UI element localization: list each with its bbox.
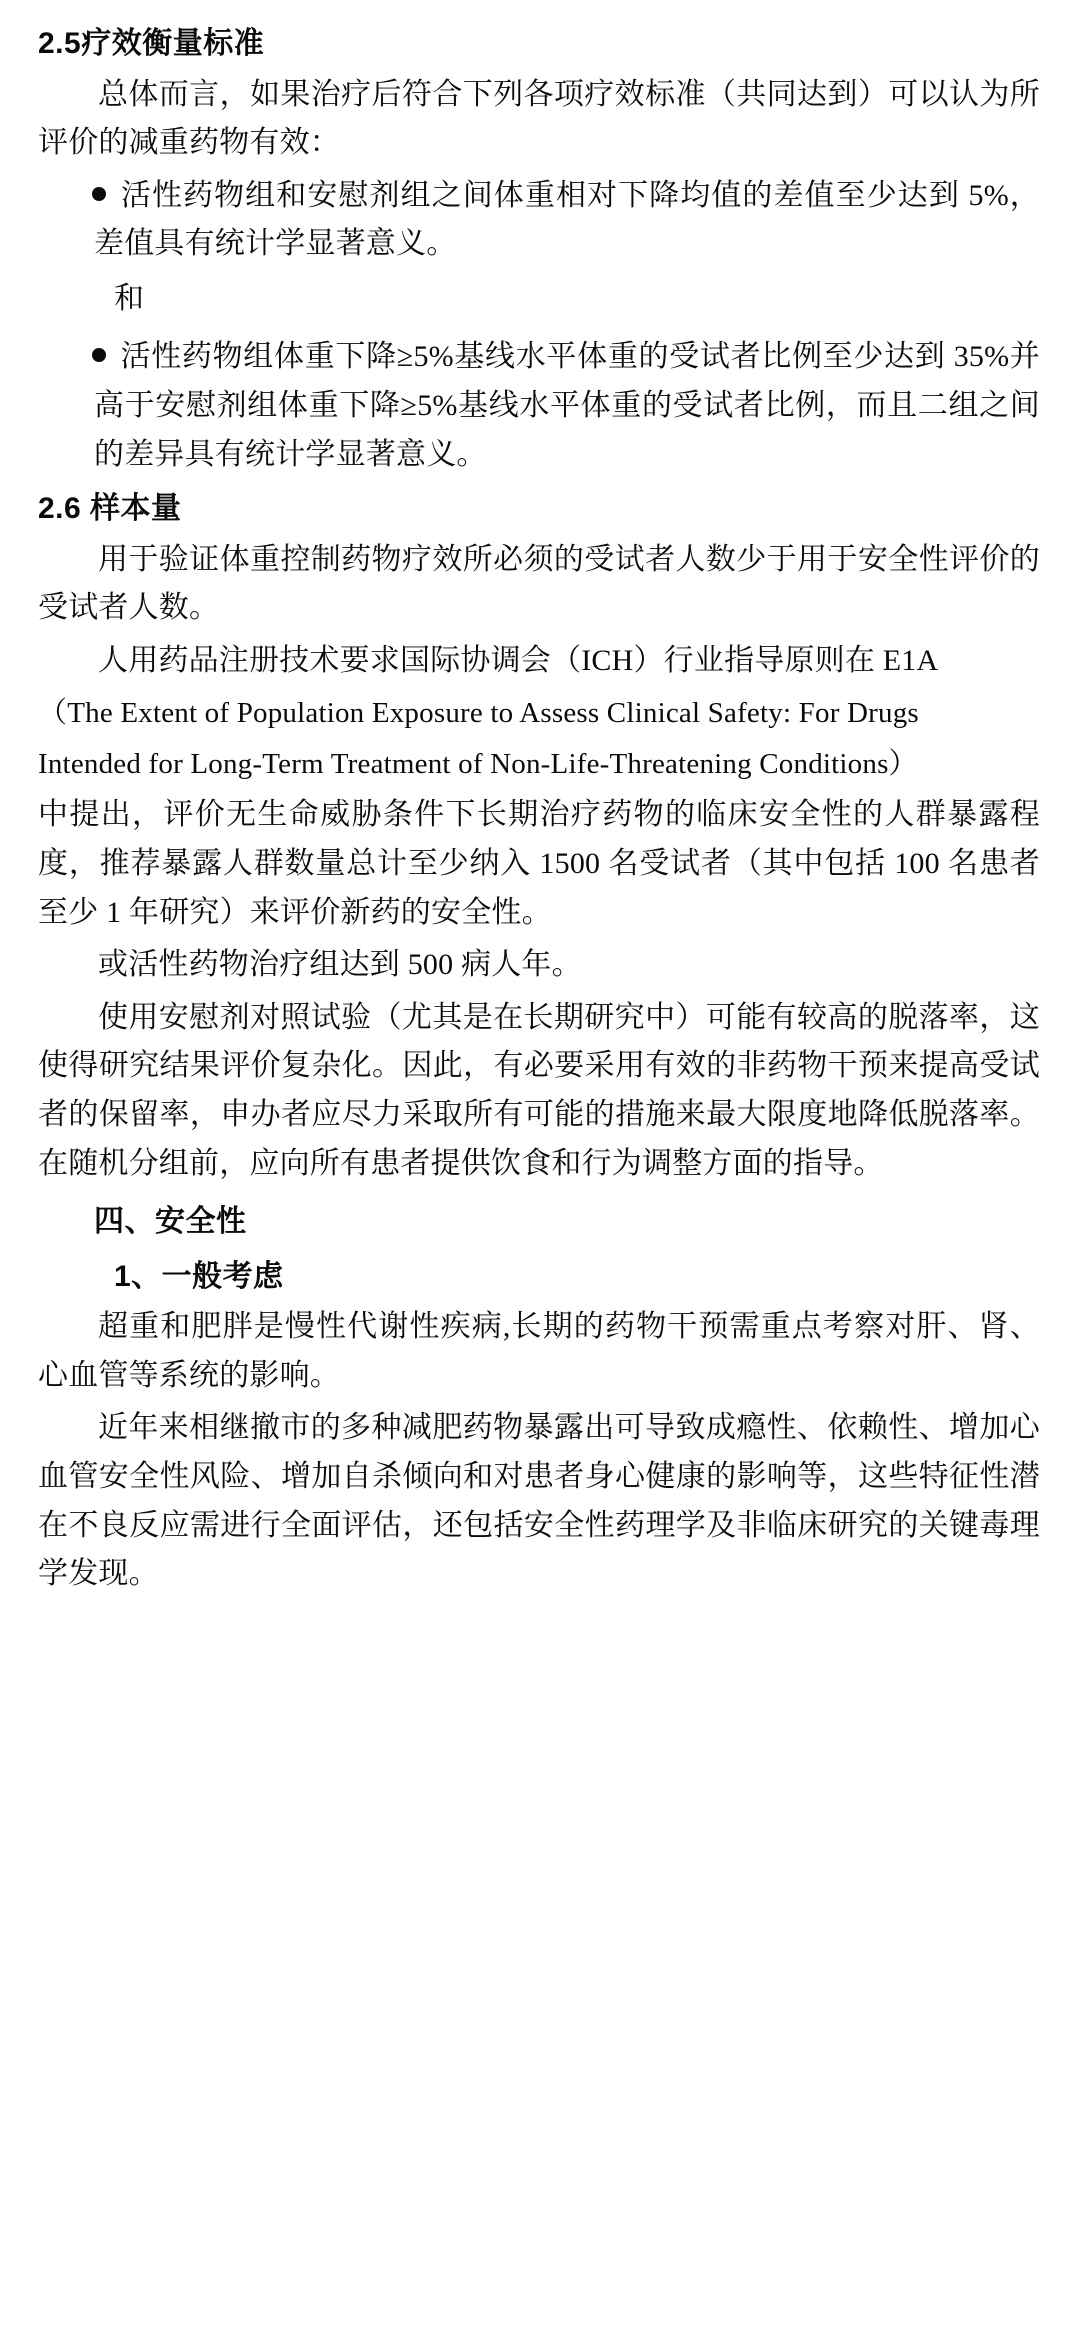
paragraph: 或活性药物治疗组达到 500 病人年。: [98, 948, 582, 982]
paragraph-latin: Intended for Long-Term Treatment of Non-Life-Threatening Conditions）: [38, 747, 918, 780]
paragraph: 使用安慰剂对照试验（尤其是在长期研究中）可能有较高的脱落率，这使得研究结果评价复杂化。因此，有必要采用有效的非药物干预来提高受试者的保留率，申办者应尽力采取所有可能的措施来最大限度地降低脱落率。在随机分组前，应向所有患者提供饮食和行为调整方面的指导。: [38, 1000, 1040, 1180]
section-heading-4: 四、安全性: [94, 1205, 247, 1239]
bullet-text: 活性药物组体重下降≥5%基线水平体重的受试者比例至少达到 35%并高于安慰剂组体重下降≥5%基线水平体重的受试者比例，而且二组之间的差异具有统计学显著意义。: [94, 340, 1040, 471]
paragraph: 超重和肥胖是慢性代谢性疾病,长期的药物干预需重点考察对肝、肾、心血管等系统的影响。: [38, 1310, 1040, 1392]
bullet-item: [38, 333, 1040, 479]
section-heading-2-6: 2.6 样本量: [38, 492, 182, 526]
section-heading-2-5: 2.5疗效衡量标准: [38, 27, 265, 60]
conjunction-paragraph: 和: [114, 281, 145, 315]
paragraph: 总体而言，如果治疗后符合下列各项疗效标准（共同达到）可以认为所评价的减重药物有效：: [38, 77, 1040, 160]
paragraph: 用于验证体重控制药物疗效所必须的受试者人数少于用于安全性评价的受试者人数。: [38, 542, 1040, 625]
bullet-dot-icon: [92, 187, 106, 201]
section-subheading-1: 1、一般考虑: [114, 1259, 284, 1293]
paragraph-latin: （The Extent of Population Exposure to Assess Clinical Safety: For Drugs: [38, 696, 919, 729]
bullet-text: 活性药物组和安慰剂组之间体重相对下降均值的差值至少达到 5%，差值具有统计学显著意义。: [94, 178, 1040, 261]
bullet-item: [38, 172, 1040, 269]
paragraph: 人用药品注册技术要求国际协调会（ICH）行业指导原则在 E1A: [98, 643, 939, 677]
paragraph: 中提出，评价无生命威胁条件下长期治疗药物的临床安全性的人群暴露程度，推荐暴露人群数量总计至少纳入 1500 名受试者（其中包括 100 名患者至少 1 年研究）来评价新药的安全性。: [38, 798, 1040, 929]
bullet-dot-icon: [92, 348, 106, 362]
paragraph: 近年来相继撤市的多种减肥药物暴露出可导致成瘾性、依赖性、增加心血管安全性风险、增加自杀倾向和对患者身心健康的影响等，这些特征性潜在不良反应需进行全面评估，还包括安全性药理学及非临床研究的关键毒理学发现。: [38, 1411, 1040, 1591]
